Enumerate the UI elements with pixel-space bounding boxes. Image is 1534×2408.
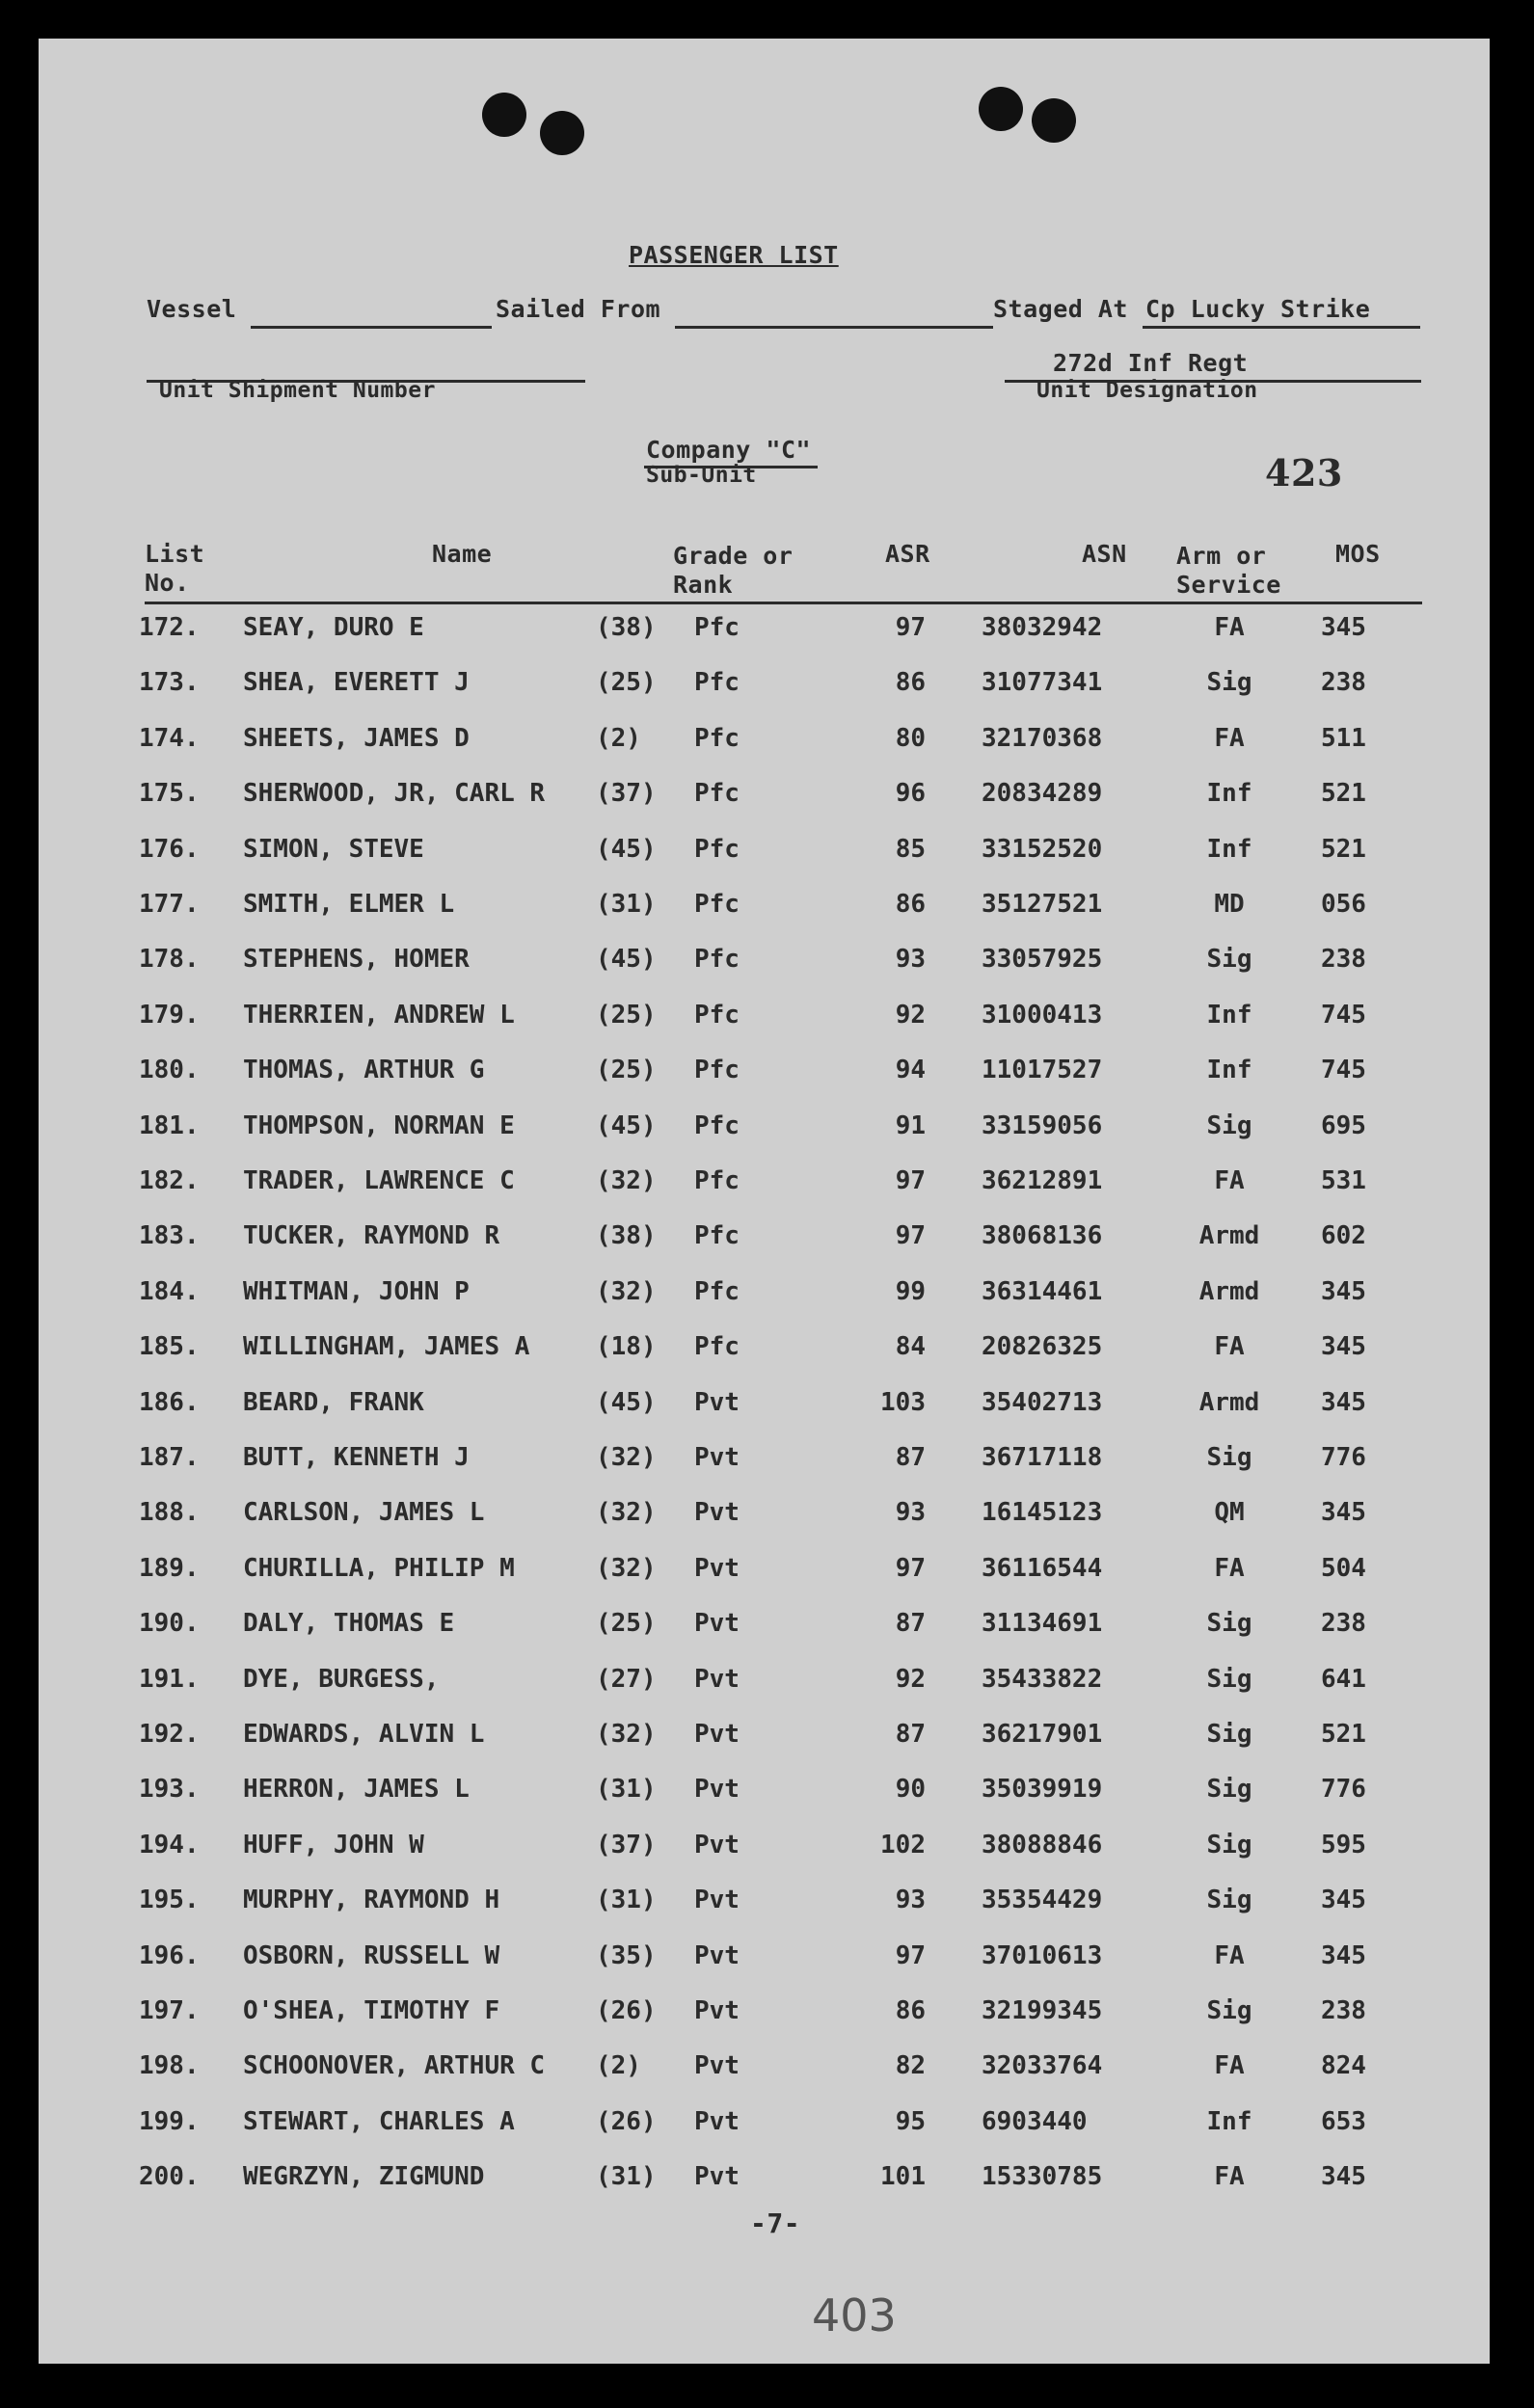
asn: 32199345 — [982, 1996, 1103, 2025]
list-no: 188. — [139, 1498, 200, 1527]
arm-service: Sig — [1206, 1886, 1252, 1914]
grade-code: (45) — [596, 945, 657, 974]
grade: Pvt — [694, 1775, 740, 1804]
punch-hole — [540, 111, 584, 155]
col-mos: MOS — [1335, 540, 1381, 568]
col-list-no: List No. — [145, 540, 205, 597]
arm-service: Sig — [1206, 1720, 1252, 1749]
arm-service: Sig — [1206, 1996, 1252, 2025]
list-no: 184. — [139, 1277, 200, 1306]
passenger-name: CARLSON, JAMES L — [243, 1498, 485, 1527]
punch-hole — [482, 93, 526, 137]
staged-at-value: Cp Lucky Strike — [1145, 295, 1371, 323]
asr: 90 — [895, 1775, 926, 1804]
arm-service: FA — [1214, 613, 1245, 642]
list-no: 197. — [139, 1996, 200, 2025]
grade-code: (32) — [596, 1498, 657, 1527]
grade: Pfc — [694, 1166, 740, 1195]
grade-code: (2) — [596, 724, 641, 753]
mos: 345 — [1321, 1498, 1366, 1527]
mos: 521 — [1321, 835, 1366, 864]
handwritten-number: 403 — [812, 2289, 897, 2341]
page-number: -7- — [750, 2207, 801, 2239]
asr: 87 — [895, 1720, 926, 1749]
mos: 595 — [1321, 1831, 1366, 1860]
asr: 86 — [895, 1996, 926, 2025]
unit-designation-value: 272d Inf Regt — [1053, 349, 1249, 377]
asn: 6903440 — [982, 2107, 1088, 2136]
mos: 521 — [1321, 1720, 1366, 1749]
passenger-name: TUCKER, RAYMOND R — [243, 1221, 500, 1250]
asr: 94 — [895, 1056, 926, 1084]
punch-hole — [1032, 98, 1076, 143]
mos: 345 — [1321, 2162, 1366, 2191]
grade: Pfc — [694, 613, 740, 642]
asn: 36212891 — [982, 1166, 1103, 1195]
asr: 82 — [895, 2051, 926, 2080]
asn: 35402713 — [982, 1388, 1103, 1417]
asn: 11017527 — [982, 1056, 1103, 1084]
grade-code: (26) — [596, 1996, 657, 2025]
list-no: 182. — [139, 1166, 200, 1195]
list-no: 191. — [139, 1665, 200, 1694]
passenger-name: STEWART, CHARLES A — [243, 2107, 515, 2136]
vessel-line — [251, 326, 492, 329]
asr: 97 — [895, 613, 926, 642]
asn: 38032942 — [982, 613, 1103, 642]
arm-service: FA — [1214, 1941, 1245, 1970]
passenger-name: MURPHY, RAYMOND H — [243, 1886, 500, 1914]
sailed-from-label: Sailed From — [496, 295, 661, 323]
mos: 745 — [1321, 1001, 1366, 1030]
list-no: 193. — [139, 1775, 200, 1804]
asr: 84 — [895, 1332, 926, 1361]
mos: 238 — [1321, 1609, 1366, 1638]
list-no: 183. — [139, 1221, 200, 1250]
mos: 511 — [1321, 724, 1366, 753]
grade-code: (32) — [596, 1443, 657, 1472]
grade-code: (26) — [596, 2107, 657, 2136]
col-asn: ASN — [1082, 540, 1127, 568]
asr: 103 — [880, 1388, 926, 1417]
asr: 102 — [880, 1831, 926, 1860]
asr: 87 — [895, 1609, 926, 1638]
list-no: 180. — [139, 1056, 200, 1084]
list-no: 179. — [139, 1001, 200, 1030]
arm-service: Inf — [1206, 1056, 1252, 1084]
arm-service: FA — [1214, 1554, 1245, 1583]
grade: Pfc — [694, 1001, 740, 1030]
grade-code: (38) — [596, 613, 657, 642]
asr: 86 — [895, 890, 926, 919]
arm-service: FA — [1214, 2162, 1245, 2191]
asr: 97 — [895, 1941, 926, 1970]
grade-code: (31) — [596, 2162, 657, 2191]
mos: 776 — [1321, 1775, 1366, 1804]
grade: Pvt — [694, 1498, 740, 1527]
header-rule — [145, 602, 1422, 604]
list-no: 175. — [139, 779, 200, 808]
asn: 31077341 — [982, 668, 1103, 697]
list-no: 178. — [139, 945, 200, 974]
asn: 35354429 — [982, 1886, 1103, 1914]
grade: Pvt — [694, 2162, 740, 2191]
asn: 16145123 — [982, 1498, 1103, 1527]
mos: 238 — [1321, 1996, 1366, 2025]
asr: 99 — [895, 1277, 926, 1306]
mos: 521 — [1321, 779, 1366, 808]
grade-code: (31) — [596, 890, 657, 919]
mos: 824 — [1321, 2051, 1366, 2080]
passenger-name: DALY, THOMAS E — [243, 1609, 455, 1638]
grade: Pfc — [694, 835, 740, 864]
mos: 345 — [1321, 1277, 1366, 1306]
arm-service: FA — [1214, 724, 1245, 753]
asn: 20826325 — [982, 1332, 1103, 1361]
list-no: 187. — [139, 1443, 200, 1472]
asn: 38088846 — [982, 1831, 1103, 1860]
col-arm: Arm or Service — [1176, 542, 1281, 599]
grade-code: (2) — [596, 2051, 641, 2080]
passenger-name: THOMAS, ARTHUR G — [243, 1056, 485, 1084]
passenger-name: SEAY, DURO E — [243, 613, 424, 642]
mos: 345 — [1321, 1941, 1366, 1970]
grade-code: (25) — [596, 1609, 657, 1638]
grade-code: (32) — [596, 1166, 657, 1195]
mos: 695 — [1321, 1111, 1366, 1140]
grade: Pvt — [694, 1554, 740, 1583]
asn: 36217901 — [982, 1720, 1103, 1749]
passenger-name: SHEETS, JAMES D — [243, 724, 470, 753]
unit-designation-label: Unit Designation — [1036, 378, 1258, 403]
asr: 93 — [895, 1498, 926, 1527]
grade: Pfc — [694, 724, 740, 753]
asr: 92 — [895, 1001, 926, 1030]
arm-service: Armd — [1198, 1221, 1260, 1250]
asn: 32033764 — [982, 2051, 1103, 2080]
asn: 31134691 — [982, 1609, 1103, 1638]
sailed-from-line — [675, 326, 993, 329]
list-no: 195. — [139, 1886, 200, 1914]
asr: 93 — [895, 1886, 926, 1914]
arm-service: FA — [1214, 1332, 1245, 1361]
list-no: 177. — [139, 890, 200, 919]
list-no: 185. — [139, 1332, 200, 1361]
unit-shipment-label: Unit Shipment Number — [159, 378, 436, 403]
grade-code: (45) — [596, 1111, 657, 1140]
passenger-name: O'SHEA, TIMOTHY F — [243, 1996, 500, 2025]
asr: 97 — [895, 1221, 926, 1250]
grade-code: (25) — [596, 1001, 657, 1030]
arm-service: Inf — [1206, 2107, 1252, 2136]
asr: 92 — [895, 1665, 926, 1694]
grade: Pvt — [694, 1443, 740, 1472]
arm-service: Sig — [1206, 668, 1252, 697]
asn: 38068136 — [982, 1221, 1103, 1250]
staged-at-label: Staged At — [993, 295, 1128, 323]
arm-service: Sig — [1206, 1831, 1252, 1860]
grade-code: (25) — [596, 1056, 657, 1084]
mos: 238 — [1321, 945, 1366, 974]
asr: 95 — [895, 2107, 926, 2136]
list-no: 198. — [139, 2051, 200, 2080]
mos: 745 — [1321, 1056, 1366, 1084]
arm-service: Sig — [1206, 1609, 1252, 1638]
grade-code: (18) — [596, 1332, 657, 1361]
list-no: 194. — [139, 1831, 200, 1860]
arm-service: Sig — [1206, 945, 1252, 974]
staged-at-line — [1143, 326, 1420, 329]
grade: Pfc — [694, 945, 740, 974]
mos: 653 — [1321, 2107, 1366, 2136]
grade-code: (35) — [596, 1941, 657, 1970]
arm-service: MD — [1214, 890, 1245, 919]
grade: Pvt — [694, 2051, 740, 2080]
grade-code: (25) — [596, 668, 657, 697]
grade-code: (32) — [596, 1277, 657, 1306]
asr: 101 — [880, 2162, 926, 2191]
list-no: 200. — [139, 2162, 200, 2191]
arm-service: QM — [1214, 1498, 1245, 1527]
asn: 33057925 — [982, 945, 1103, 974]
grade-code: (45) — [596, 835, 657, 864]
arm-service: Inf — [1206, 835, 1252, 864]
grade: Pvt — [694, 1996, 740, 2025]
grade-code: (38) — [596, 1221, 657, 1250]
asn: 37010613 — [982, 1941, 1103, 1970]
passenger-name: TRADER, LAWRENCE C — [243, 1166, 515, 1195]
list-no: 181. — [139, 1111, 200, 1140]
passenger-name: CHURILLA, PHILIP M — [243, 1554, 515, 1583]
grade-code: (45) — [596, 1388, 657, 1417]
asr: 97 — [895, 1166, 926, 1195]
asn: 31000413 — [982, 1001, 1103, 1030]
grade: Pvt — [694, 1941, 740, 1970]
list-no: 192. — [139, 1720, 200, 1749]
asr: 80 — [895, 724, 926, 753]
list-no: 176. — [139, 835, 200, 864]
list-no: 199. — [139, 2107, 200, 2136]
grade: Pfc — [694, 779, 740, 808]
passenger-name: THOMPSON, NORMAN E — [243, 1111, 515, 1140]
grade: Pvt — [694, 1388, 740, 1417]
grade: Pfc — [694, 1221, 740, 1250]
asn: 33152520 — [982, 835, 1103, 864]
asr: 85 — [895, 835, 926, 864]
mos: 345 — [1321, 613, 1366, 642]
passenger-name: SCHOONOVER, ARTHUR C — [243, 2051, 546, 2080]
asr: 93 — [895, 945, 926, 974]
mos: 056 — [1321, 890, 1366, 919]
grade-code: (37) — [596, 1831, 657, 1860]
mos: 345 — [1321, 1388, 1366, 1417]
mos: 776 — [1321, 1443, 1366, 1472]
arm-service: Armd — [1198, 1388, 1260, 1417]
arm-service: Sig — [1206, 1665, 1252, 1694]
asn: 36314461 — [982, 1277, 1103, 1306]
asn: 32170368 — [982, 724, 1103, 753]
document-page — [39, 39, 1490, 2364]
grade: Pfc — [694, 1056, 740, 1084]
passenger-name: WEGRZYN, ZIGMUND — [243, 2162, 485, 2191]
grade: Pfc — [694, 1111, 740, 1140]
grade-code: (32) — [596, 1554, 657, 1583]
mos: 602 — [1321, 1221, 1366, 1250]
list-no: 190. — [139, 1609, 200, 1638]
passenger-name: WILLINGHAM, JAMES A — [243, 1332, 530, 1361]
passenger-name: SHEA, EVERETT J — [243, 668, 470, 697]
passenger-name: EDWARDS, ALVIN L — [243, 1720, 485, 1749]
grade-code: (31) — [596, 1775, 657, 1804]
grade: Pvt — [694, 1886, 740, 1914]
asn: 36717118 — [982, 1443, 1103, 1472]
list-no: 196. — [139, 1941, 200, 1970]
asr: 97 — [895, 1554, 926, 1583]
document-title: PASSENGER LIST — [629, 241, 839, 269]
mos: 238 — [1321, 668, 1366, 697]
vessel-label: Vessel — [147, 295, 237, 323]
sub-unit-label: Sub-Unit — [646, 463, 757, 488]
list-no: 173. — [139, 668, 200, 697]
passenger-name: OSBORN, RUSSELL W — [243, 1941, 500, 1970]
asn: 35127521 — [982, 890, 1103, 919]
mos: 345 — [1321, 1332, 1366, 1361]
asn: 15330785 — [982, 2162, 1103, 2191]
passenger-name: SMITH, ELMER L — [243, 890, 455, 919]
arm-service: Inf — [1206, 1001, 1252, 1030]
passenger-name: STEPHENS, HOMER — [243, 945, 470, 974]
asn: 36116544 — [982, 1554, 1103, 1583]
arm-service: Inf — [1206, 779, 1252, 808]
grade-code: (27) — [596, 1665, 657, 1694]
arm-service: Sig — [1206, 1443, 1252, 1472]
grade: Pfc — [694, 890, 740, 919]
col-name: Name — [432, 540, 493, 568]
sub-unit-value: Company "C" — [646, 436, 812, 464]
asn: 20834289 — [982, 779, 1103, 808]
col-asr: ASR — [885, 540, 930, 568]
grade: Pvt — [694, 2107, 740, 2136]
asn: 35039919 — [982, 1775, 1103, 1804]
arm-service: FA — [1214, 2051, 1245, 2080]
grade-code: (31) — [596, 1886, 657, 1914]
asr: 86 — [895, 668, 926, 697]
asn: 35433822 — [982, 1665, 1103, 1694]
asr: 96 — [895, 779, 926, 808]
passenger-name: DYE, BURGESS, — [243, 1665, 440, 1694]
grade: Pvt — [694, 1720, 740, 1749]
passenger-name: SHERWOOD, JR, CARL R — [243, 779, 546, 808]
passenger-name: HUFF, JOHN W — [243, 1831, 424, 1860]
list-no: 186. — [139, 1388, 200, 1417]
grade-code: (37) — [596, 779, 657, 808]
asr: 87 — [895, 1443, 926, 1472]
list-no: 174. — [139, 724, 200, 753]
mos: 641 — [1321, 1665, 1366, 1694]
arm-service: Sig — [1206, 1111, 1252, 1140]
mos: 504 — [1321, 1554, 1366, 1583]
passenger-name: WHITMAN, JOHN P — [243, 1277, 470, 1306]
grade: Pfc — [694, 1277, 740, 1306]
passenger-name: BUTT, KENNETH J — [243, 1443, 470, 1472]
passenger-name: HERRON, JAMES L — [243, 1775, 470, 1804]
grade: Pvt — [694, 1665, 740, 1694]
passenger-name: BEARD, FRANK — [243, 1388, 424, 1417]
asn: 33159056 — [982, 1111, 1103, 1140]
mos: 345 — [1321, 1886, 1366, 1914]
col-grade: Grade or Rank — [673, 542, 794, 599]
grade: Pfc — [694, 668, 740, 697]
arm-service: FA — [1214, 1166, 1245, 1195]
grade: Pfc — [694, 1332, 740, 1361]
grade-code: (32) — [596, 1720, 657, 1749]
list-no: 172. — [139, 613, 200, 642]
mos: 531 — [1321, 1166, 1366, 1195]
grade: Pvt — [694, 1609, 740, 1638]
passenger-name: THERRIEN, ANDREW L — [243, 1001, 515, 1030]
passenger-name: SIMON, STEVE — [243, 835, 424, 864]
asr: 91 — [895, 1111, 926, 1140]
list-no: 189. — [139, 1554, 200, 1583]
grade: Pvt — [694, 1831, 740, 1860]
page-code: 423 — [1265, 451, 1343, 495]
arm-service: Armd — [1198, 1277, 1260, 1306]
punch-hole — [979, 87, 1023, 131]
arm-service: Sig — [1206, 1775, 1252, 1804]
